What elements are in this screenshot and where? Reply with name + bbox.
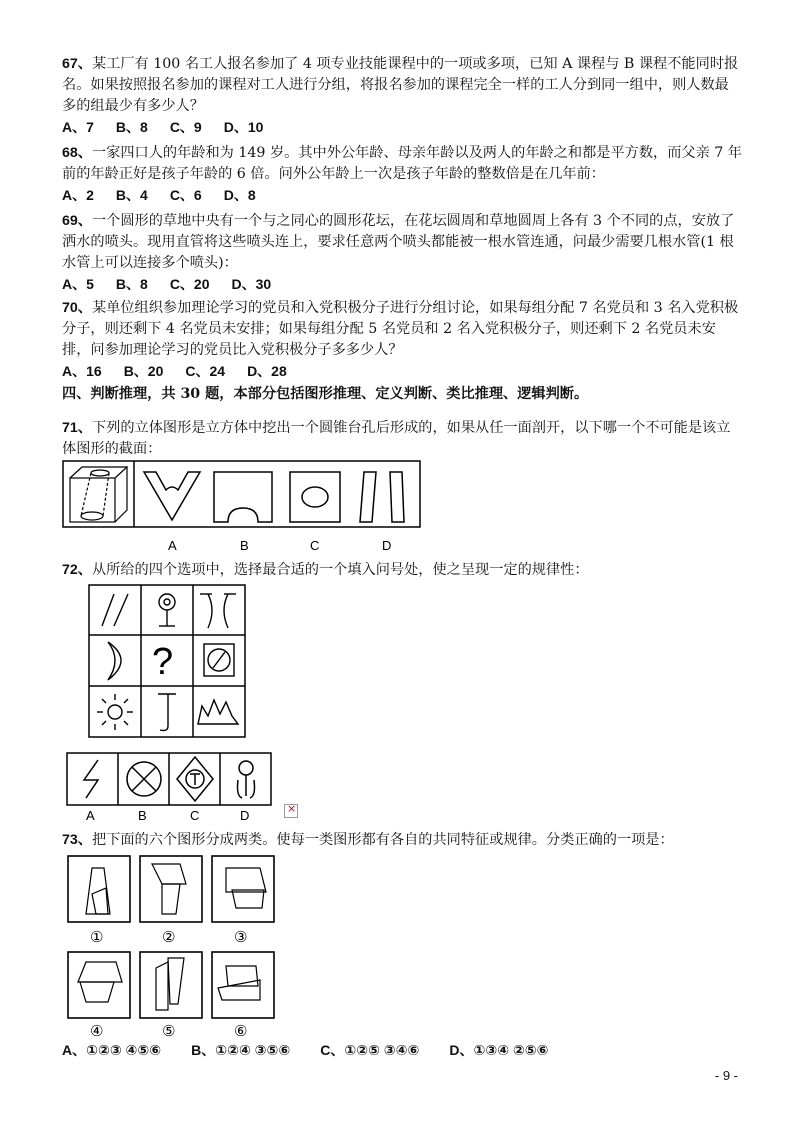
question-text: 一个圆形的草地中央有一个与之同心的圆形花坛，在花坛圆周和草地圆周上各有 3 个不同的点，安放了洒水的喷头。现用直管将这些喷头连上，要求任意两个喷头都能被一根水管连通，问最少需要几根水管(1 根水管上可以连接多个喷头)： [62,213,735,271]
option-a: A、7 [62,119,94,135]
option-c: C、①②⑤ ③④⑥ [320,1042,420,1058]
question-text: 某单位组织参加理论学习的党员和入党积极分子进行分组讨论，如果每组分配 7 名党员和 3 名入党积极分子，则还剩下 4 名党员未安排；如果每组分配 5 名党员和 2 名入党积极分子，则还剩下 2 名党员未安排，问参加理论学习的党员比入党积极分子多多少人？ [62,300,739,358]
cube-icon [70,467,127,522]
question-number: 71、 [62,420,92,436]
option-b: B、①②④ ③⑤⑥ [191,1042,291,1058]
question-text: 把下面的六个图形分成两类。使每一类图形都有各自的共同特征或规律。分类正确的一项是： [91,832,674,848]
figure-label-1: ① [90,929,104,946]
label-a: A [86,808,95,823]
option-b: B、20 [123,363,164,379]
figure-label-2: ② [162,929,176,946]
question-number: 70、 [62,300,92,316]
figure-label-6: ⑥ [234,1023,248,1040]
page-number: - 9 - [714,1068,738,1083]
option-c: C、6 [169,187,202,203]
label-d: D [240,808,250,823]
option-c-shape [290,472,340,522]
question-72 [62,560,742,581]
q72-options [66,752,276,824]
option-c: C、20 [169,276,210,292]
option-a: A、2 [62,187,94,203]
options [62,117,742,138]
question-73 [62,830,742,851]
option-c: C、9 [169,119,202,135]
label-a: A [168,538,177,553]
q73-figures [66,854,278,1042]
question-text: 一家四口人的年龄和为 149 岁。其中外公年龄、母亲年龄以及两人的年龄之和都是平方数，而父亲 7 年前的年龄正好是孩子年龄的 6 倍。问外公年龄上一次是孩子年龄的整数倍是在几年前： [62,145,742,182]
options [62,185,742,206]
question-text: 从所给的四个选项中，选择最合适的一个填入问号处，使之呈现一定的规律性： [91,562,589,578]
question-number: 73、 [62,832,92,848]
question-67 [62,54,742,138]
question-number: 67、 [62,56,92,72]
question-number: 68、 [62,145,92,161]
option-b: B、8 [115,276,148,292]
figure-label-3: ③ [234,929,248,946]
label-c: C [310,538,320,553]
option-b: B、8 [115,119,148,135]
figure-label-4: ④ [90,1023,104,1040]
option-d: D、10 [223,119,264,135]
option-d: D、30 [231,276,272,292]
option-d-shape [360,472,404,522]
broken-image-icon [284,804,298,818]
question-text: 下列的立体图形是立方体中挖出一个圆锥台孔后形成的，如果从任一面剖开，以下哪一个不可能是该立体图形的截面： [62,420,731,457]
option-a-shape [144,472,200,520]
label-b: B [138,808,147,823]
q72-grid [88,584,248,740]
option-a: A、5 [62,276,94,292]
question-69 [62,211,742,295]
question-71 [62,418,742,460]
option-a: A、16 [62,363,102,379]
option-d: D、8 [223,187,256,203]
question-text: 某工厂有 100 名工人报名参加了 4 项专业技能课程中的一项或多项，已知 A 课程与 B 课程不能同时报名。如果按照报名参加的课程对工人进行分组，将报名参加的课程完全一样的工人分到同一组中，则人数最多的组最少有多少人？ [62,56,739,114]
option-d: D、28 [247,363,287,379]
q71-figure [62,460,422,556]
option-b-shape [214,472,272,522]
question-70 [62,298,742,382]
label-d: D [382,538,392,553]
section-heading: 四、判断推理，共 30 题，本部分包括图形推理、定义判断、类比推理、逻辑判断。 [62,386,589,402]
question-number: 72、 [62,562,92,578]
figure-label-5: ⑤ [162,1023,176,1040]
q73-options [62,1040,742,1061]
question-number: 69、 [62,213,92,229]
option-c: C、24 [185,363,226,379]
options [62,274,742,295]
question-mark: ? [152,641,174,683]
options [62,361,742,382]
question-68 [62,143,742,206]
option-b: B、4 [115,187,148,203]
option-a: A、①②③ ④⑤⑥ [62,1042,162,1058]
label-c: C [190,808,200,823]
option-d: D、①③④ ②⑤⑥ [449,1042,549,1058]
label-b: B [240,538,249,553]
